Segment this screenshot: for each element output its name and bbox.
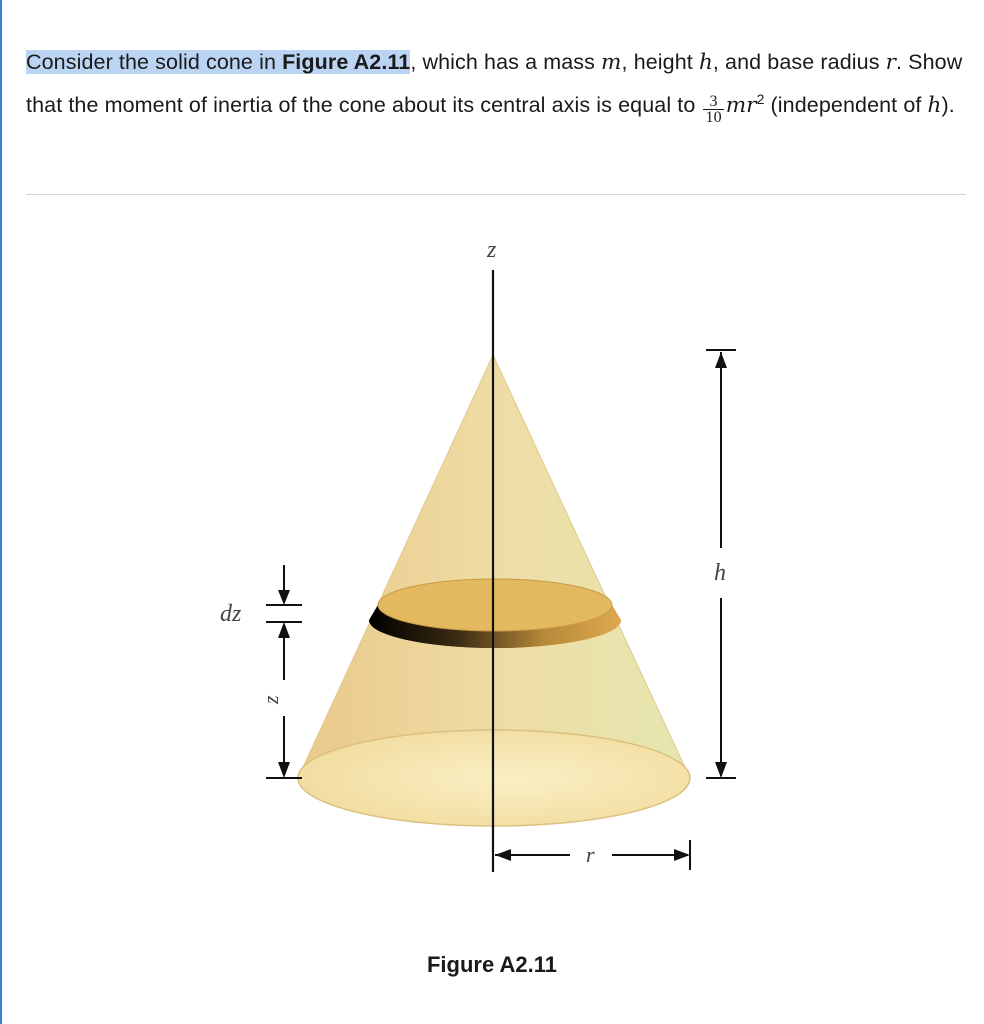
exponent: 2 — [756, 91, 765, 107]
question-part: , which has a mass — [410, 50, 602, 74]
cone-figure — [0, 200, 984, 940]
fraction-denominator: 10 — [705, 109, 722, 127]
fraction — [703, 94, 723, 125]
highlighted-text: Consider the solid cone in — [26, 50, 283, 74]
figure-reference: Figure A2.11 — [282, 50, 411, 74]
expr-mr: mr — [725, 93, 757, 119]
divider — [26, 194, 966, 195]
z-axis-label: z — [487, 237, 497, 263]
h-label: h — [714, 560, 726, 586]
var-m: m — [601, 50, 622, 75]
var-r: r — [885, 50, 897, 75]
dz-label: dz — [220, 601, 242, 627]
question-part: , height — [621, 50, 699, 74]
question-part: . Show that the moment of inertia of the cone about its central axis is equal to — [26, 50, 963, 118]
r-label: r — [586, 842, 595, 867]
fraction-numerator: 3 — [703, 94, 723, 110]
var-h: h — [698, 50, 713, 75]
disk-element — [369, 579, 621, 648]
figure-caption: Figure A2.11 — [426, 952, 557, 977]
question-part: (independent of — [764, 93, 928, 118]
z-label: z — [258, 695, 283, 704]
question-part: , and base radius — [712, 50, 886, 74]
dz-dimension — [266, 565, 302, 622]
question-part: ). — [941, 93, 955, 118]
question-text — [26, 44, 966, 125]
var-h: h — [927, 93, 942, 119]
